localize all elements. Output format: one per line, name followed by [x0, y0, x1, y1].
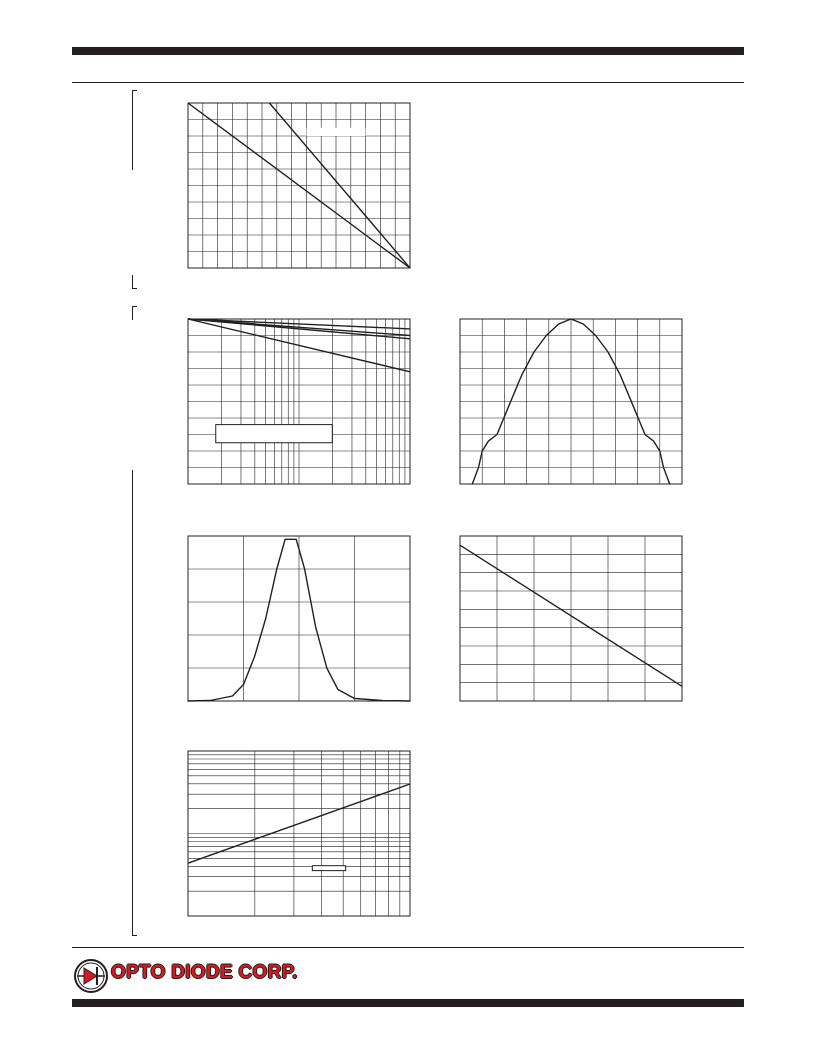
- footer-rule: [72, 947, 744, 948]
- chart-4-series-0: [188, 539, 410, 701]
- chart-6-label-box: [312, 866, 345, 871]
- chart-2-group: [188, 319, 410, 484]
- company-logo: [73, 956, 313, 996]
- header-rule: [72, 82, 744, 83]
- section-bracket-3: [132, 470, 137, 936]
- chart-3-series-0: [472, 319, 669, 484]
- chart-5-frame: [460, 536, 682, 701]
- chart-2-series-3: [188, 319, 410, 372]
- chart-2-series-1: [188, 319, 410, 336]
- diode-symbol-icon: [73, 956, 109, 996]
- chart-5-series-0: [460, 545, 682, 686]
- chart-2-series-0: [188, 319, 410, 329]
- section-bracket-1-head: [132, 90, 137, 92]
- chart-6-series-0: [188, 784, 410, 863]
- top-border-bar: [72, 47, 744, 55]
- chart-3-frame: [460, 319, 682, 484]
- chart-1-series-1: [269, 103, 410, 268]
- chart-4-group: [188, 536, 410, 701]
- chart-1-frame: [188, 103, 410, 268]
- company-name: OPTO DIODE CORP.: [111, 962, 298, 983]
- chart-1-label-box: [306, 128, 365, 136]
- chart-3-group: [460, 319, 682, 484]
- section-bracket-2: [132, 306, 137, 320]
- chart-6-frame: [188, 751, 410, 916]
- chart-5-group: [460, 536, 682, 701]
- chart-2-series-2: [188, 319, 410, 339]
- chart-1-series-0: [188, 103, 410, 268]
- section-bracket-1: [132, 90, 133, 170]
- chart-1-group: [188, 103, 410, 268]
- section-bracket-1-foot: [132, 275, 137, 289]
- chart-2-frame: [188, 319, 410, 484]
- bottom-border-bar: [72, 999, 744, 1007]
- chart-2-label-box: [216, 425, 333, 443]
- chart-4-frame: [188, 536, 410, 701]
- chart-6-group: [188, 751, 410, 916]
